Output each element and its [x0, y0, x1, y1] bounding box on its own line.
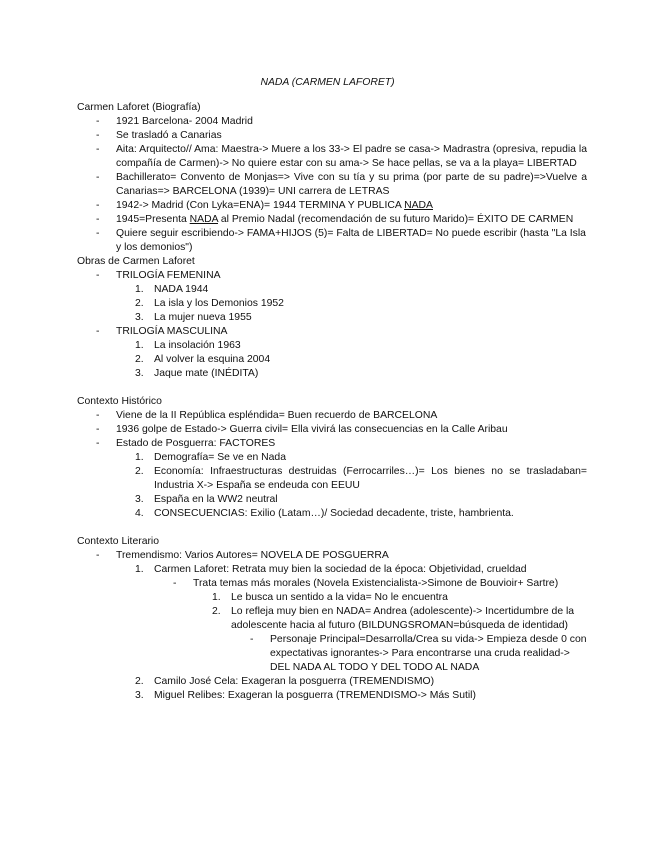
- bullet-dash: -: [96, 116, 100, 127]
- list-item: 3. España en la WW2 neutral: [135, 494, 278, 505]
- heading-literario: Contexto Literario: [77, 536, 160, 547]
- biografia-list: [77, 115, 587, 255]
- underlined-title: NADA: [189, 214, 218, 225]
- literario-list: [77, 549, 587, 703]
- blank-line: [77, 381, 587, 395]
- bullet-dash: -: [96, 228, 100, 239]
- list-item: - 1945=Presenta NADA al Premio Nadal (recomendación de su futuro Marido)= ÉXITO DE CARMEN: [96, 214, 574, 225]
- list-item: 1. La insolación 1963: [135, 340, 241, 351]
- historico-list: [77, 409, 587, 521]
- list-item: 2. La isla y los Demonios 1952: [135, 298, 284, 309]
- bullet-dash: -: [96, 326, 100, 337]
- bullet-dash: -: [173, 578, 177, 589]
- bullet-dash: -: [96, 172, 100, 183]
- underlined-title: NADA: [404, 200, 433, 211]
- list-item: 4. CONSECUENCIAS: Exilio (Latam…)/ Sociedad decadente, triste, hambrienta.: [135, 508, 514, 519]
- list-item: - Tremendismo: Varios Autores= NOVELA DE POSGUERRA: [96, 550, 389, 561]
- bullet-dash: -: [96, 550, 100, 561]
- list-item: - Bachillerato= Convento de Monjas=> Vive con su tía y su prima (por parte de su padre)=>Vuelve a Canarias=> BARCELONA (1939)= UNI carrera de LETRAS: [96, 172, 587, 197]
- list-item: 1. Le busca un sentido a la vida= No le encuentra: [212, 592, 448, 603]
- list-item: - Aita: Arquitecto// Ama: Maestra-> Muere a los 33-> El padre se casa-> Madrastra (opresiva, repudia la compañía de Carmen)-> No quiere estar con su ama-> Se hace pellas, se va a la playa= LIBERTAD: [96, 144, 587, 169]
- document-body: [77, 101, 587, 703]
- list-item: - Quiere seguir escribiendo-> FAMA+HIJOS (5)= Falta de LIBERTAD= No puede escribir (hasta "La Isla y los demonios"): [96, 228, 586, 253]
- heading-obras: Obras de Carmen Laforet: [77, 256, 195, 267]
- list-item: 2. Camilo José Cela: Exageran la posguerra (TREMENDISMO): [135, 676, 435, 687]
- bullet-dash: -: [96, 438, 100, 449]
- list-item: - 1936 golpe de Estado-> Guerra civil= Ella vivirá las consecuencias en la Calle Aribau: [96, 424, 508, 435]
- list-item: 2. Economía: Infraestructuras destruidas (Ferrocarriles…)= Los bienes no se trasladaban= Industria X-> España se endeuda con EEUU: [135, 466, 587, 491]
- list-item: 1. Demografía= Se ve en Nada: [135, 452, 286, 463]
- list-item: 1. Carmen Laforet: Retrata muy bien la sociedad de la época: Objetividad, crueldad: [135, 564, 527, 575]
- list-item: - Estado de Posguerra: FACTORES: [96, 438, 276, 449]
- list-item: - Viene de la II República espléndida= Buen recuerdo de BARCELONA: [96, 410, 438, 421]
- list-item: - Trata temas más morales (Novela Existencialista->Simone de Bouvioir+ Sartre): [173, 578, 559, 589]
- list-item: - 1942-> Madrid (Con Lyka=ENA)= 1944 TERMINA Y PUBLICA NADA: [96, 200, 433, 211]
- list-item: - TRILOGÍA FEMENINA: [96, 270, 221, 281]
- bullet-dash: -: [96, 410, 100, 421]
- bullet-dash: -: [96, 424, 100, 435]
- bullet-dash: -: [96, 200, 100, 211]
- list-item: 3. Jaque mate (INÉDITA): [135, 368, 259, 379]
- bullet-dash: -: [96, 144, 100, 155]
- heading-biografia: Carmen Laforet (Biografía): [77, 102, 201, 113]
- bullet-dash: -: [96, 130, 100, 141]
- bullet-dash: -: [250, 634, 254, 645]
- list-item: - 1921 Barcelona- 2004 Madrid: [96, 116, 253, 127]
- document-title: NADA (CARMEN LAFORET): [260, 77, 395, 88]
- blank-line: [77, 521, 587, 535]
- list-item: - Se trasladó a Canarias: [96, 130, 222, 141]
- list-item: - Personaje Principal=Desarrolla/Crea su vida-> Empieza desde 0 con expectativas ignorantes-> Para encontrarse una cruda realidad-> DEL NADA AL TODO Y DEL TODO AL NADA: [250, 634, 587, 673]
- list-item: - TRILOGÍA MASCULINA: [96, 326, 228, 337]
- list-item: 3. Miguel Relibes: Exageran la posguerra (TREMENDISMO-> Más Sutil): [135, 690, 476, 701]
- bullet-dash: -: [96, 270, 100, 281]
- obras-list: [77, 269, 587, 381]
- list-item: 2. Al volver la esquina 2004: [135, 354, 271, 365]
- heading-historico: Contexto Histórico: [77, 396, 162, 407]
- list-item: 2. Lo refleja muy bien en NADA= Andrea (adolescente)-> Incertidumbre de la adolescente hacia al futuro (BILDUNGSROMAN=búsqueda de identidad): [212, 606, 575, 631]
- list-item: 1. NADA 1944: [135, 284, 209, 295]
- list-item: 3. La mujer nueva 1955: [135, 312, 252, 323]
- bullet-dash: -: [96, 214, 100, 225]
